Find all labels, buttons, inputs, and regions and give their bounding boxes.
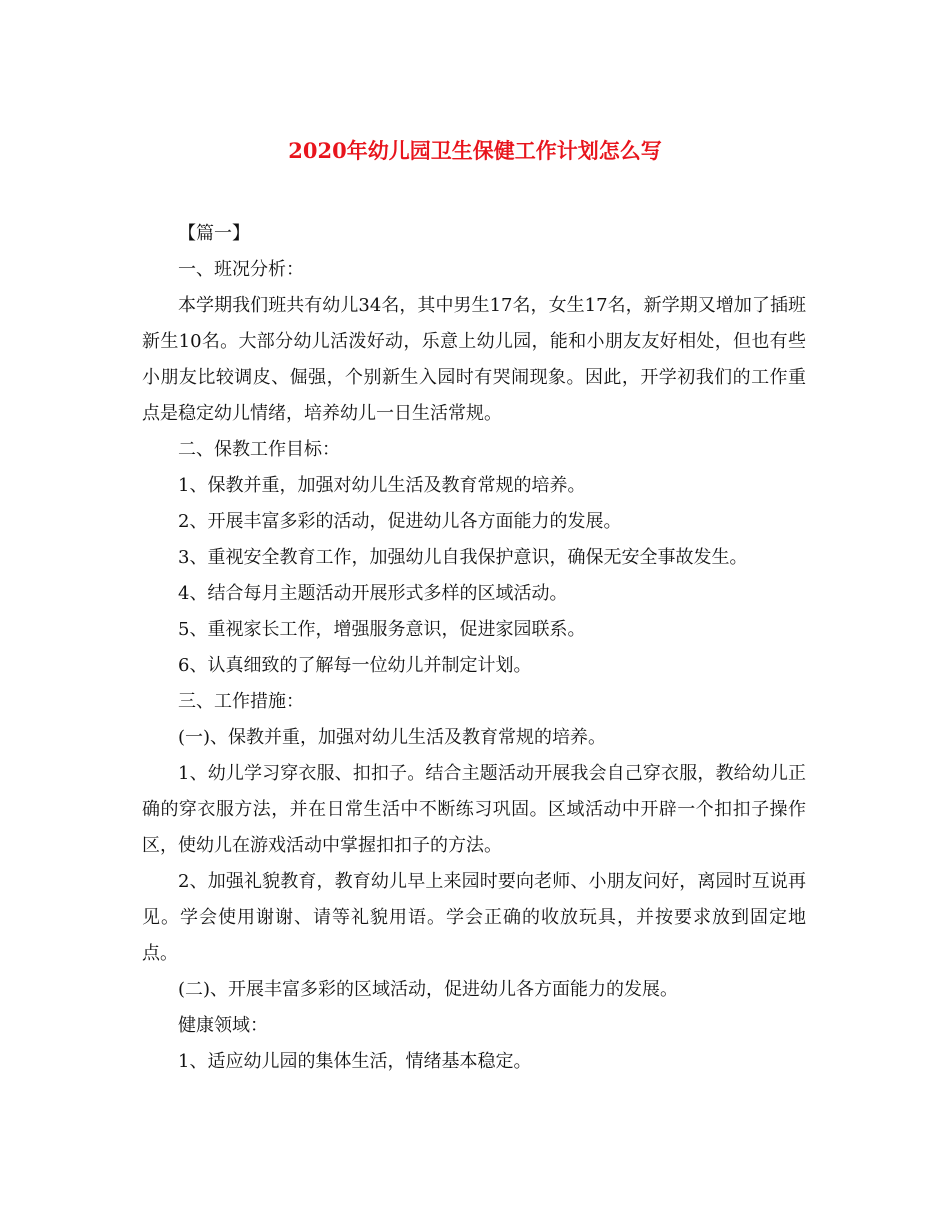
measure-paragraph-1: 1、幼儿学习穿衣服、扣扣子。结合主题活动开展我会自己穿衣服，教给幼儿正确的穿衣服方法，并在日常生活中不断练习巩固。区域活动中开辟一个扣扣子操作区，使幼儿在游戏活动中掌握扣扣子的方法。 (142, 763, 806, 856)
heading-class-analysis: 一、班况分析： (178, 259, 304, 280)
heading-health-domain: 健康领域： (178, 1015, 268, 1036)
health-item-1: 1、适应幼儿园的集体生活，情绪基本稳定。 (178, 1051, 532, 1072)
heading-goals: 二、保教工作目标： (178, 439, 340, 460)
subheading-measures-2: (二)、开展丰富多彩的区域活动，促进幼儿各方面能力的发展。 (178, 979, 679, 1000)
heading-measures: 三、工作措施： (178, 691, 304, 712)
goal-item-2: 2、开展丰富多彩的活动，促进幼儿各方面能力的发展。 (178, 511, 622, 532)
subheading-measures-1: (一)、保教并重，加强对幼儿生活及教育常规的培养。 (178, 727, 607, 748)
document-body (142, 216, 806, 1080)
document-title: 2020年幼儿园卫生保健工作计划怎么写 (288, 138, 662, 163)
measure-paragraph-2: 2、加强礼貌教育，教育幼儿早上来园时要向老师、小朋友问好，离园时互说再见。学会使用谢谢、请等礼貌用语。学会正确的收放玩具，并按要求放到固定地点。 (142, 871, 806, 964)
goal-item-4: 4、结合每月主题活动开展形式多样的区域活动。 (178, 583, 568, 604)
paragraph-class-analysis: 本学期我们班共有幼儿34名，其中男生17名，女生17名，新学期又增加了插班新生10名。大部分幼儿活泼好动，乐意上幼儿园，能和小朋友友好相处，但也有些小朋友比较调皮、倔强，个别新生入园时有哭闹现象。因此，开学初我们的工作重点是稳定幼儿情绪，培养幼儿一日生活常规。 (142, 295, 806, 424)
section-label-part-one: 【篇一】 (178, 223, 250, 244)
goal-item-5: 5、重视家长工作，增强服务意识，促进家园联系。 (178, 619, 586, 640)
goal-item-3: 3、重视安全教育工作，加强幼儿自我保护意识，确保无安全事故发生。 (178, 547, 748, 568)
goal-item-6: 6、认真细致的了解每一位幼儿并制定计划。 (178, 655, 532, 676)
goal-item-1: 1、保教并重，加强对幼儿生活及教育常规的培养。 (178, 475, 586, 496)
